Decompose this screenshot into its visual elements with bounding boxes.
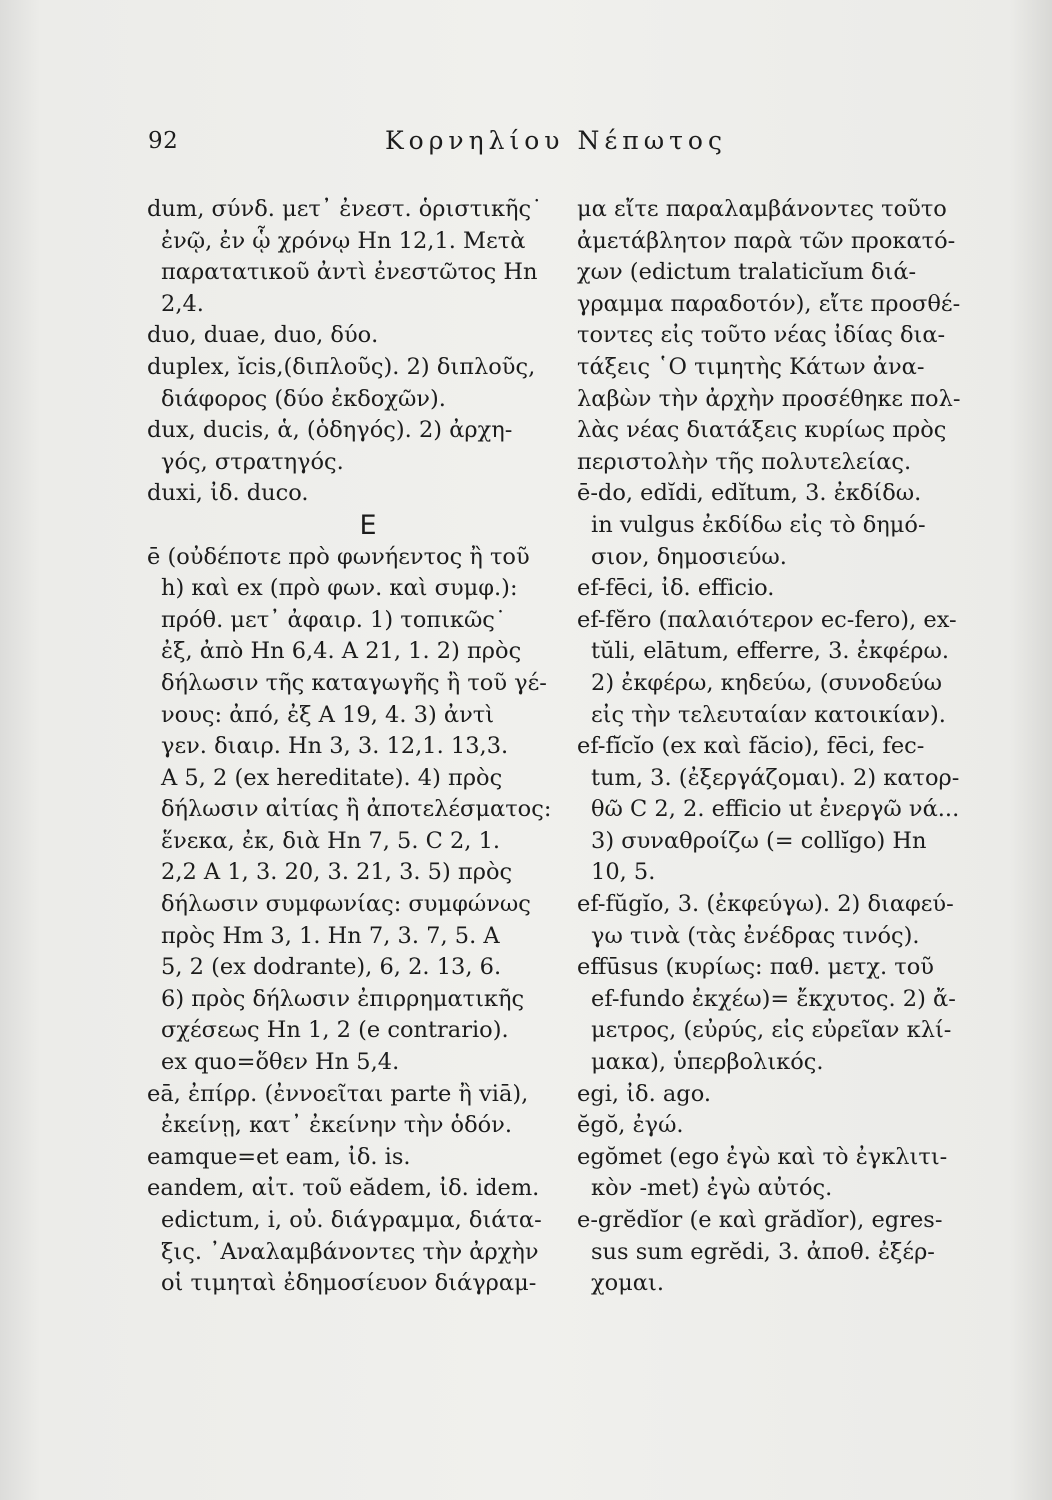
text-line: ex quo=ὅθεν Hn 5,4. bbox=[161, 1049, 400, 1076]
text-line: δήλωσιν τῆς καταγωγῆς ἢ τοῦ γέ- bbox=[161, 669, 547, 696]
text-line: ἐκείνῃ, κατ᾽ ἐκείνην τὴν ὁδόν. bbox=[161, 1112, 513, 1139]
text-line: h) καὶ ex (πρὸ φων. καὶ συμφ.): bbox=[161, 575, 518, 602]
text-line: χομαι. bbox=[591, 1270, 664, 1297]
text-line: παρατατικοῦ ἀντὶ ἐνεστῶτος Hn bbox=[161, 259, 538, 286]
running-title: Κορνηλίου Νέπωτος bbox=[385, 126, 727, 155]
text-line: dux, ducis, ἁ, (ὁδηγός). 2) ἀρχη- bbox=[147, 417, 513, 444]
text-line: δήλωσιν αἰτίας ἢ ἀποτελέσματος: bbox=[161, 796, 552, 823]
left-entries-after-heading bbox=[147, 542, 559, 1300]
text-line: πρὸς Hm 3, 1. Hn 7, 3. 7, 5. A bbox=[161, 922, 500, 949]
left-entries-before-heading bbox=[147, 194, 559, 510]
text-line: 6) πρὸς δήλωσιν ἐπιρρηματικῆς bbox=[161, 985, 525, 1012]
section-letter-heading: E bbox=[359, 509, 377, 541]
text-line: ἕνεκα, ἐκ, διὰ Hn 7, 5. C 2, 1. bbox=[161, 827, 501, 854]
text-line: γεν. διαιρ. Hn 3, 3. 12,1. 13,3. bbox=[161, 733, 509, 760]
text-line: τάξεις ῾Ο τιμητὴς Κάτων ἀνα- bbox=[577, 353, 925, 380]
text-line: duo, duae, duo, δύο. bbox=[147, 322, 379, 349]
text-line: μα εἴτε παραλαμβάνοντες τοῦτο bbox=[577, 196, 947, 222]
text-line: γός, στρατηγός. bbox=[161, 448, 344, 475]
text-line: μακα), ὑπερβολικός. bbox=[591, 1049, 824, 1076]
text-line: διάφορος (δύο ἐκδοχῶν). bbox=[161, 385, 446, 412]
text-line: χων (edictum tralaticĭum διά- bbox=[577, 259, 917, 286]
text-line: duxi, ἰδ. duco. bbox=[147, 480, 309, 507]
text-line: duplex, ĭcis,(διπλοῦς). 2) διπλοῦς, bbox=[147, 353, 536, 380]
text-line: ἐξ, ἀπὸ Hn 6,4. A 21, 1. 2) πρὸς bbox=[161, 638, 522, 665]
text-line: sus sum egrĕdi, 3. ἀποθ. ἐξέρ- bbox=[591, 1238, 935, 1265]
text-line: πρόθ. μετ᾽ ἀφαιρ. 1) τοπικῶς˙ bbox=[161, 606, 507, 633]
text-line: ef-fĕro (παλαιότερον ec-fero), ex- bbox=[577, 606, 957, 633]
text-line: ĕgŏ, ἐγώ. bbox=[577, 1112, 684, 1139]
text-line: σιον, δημοσιεύω. bbox=[591, 543, 787, 570]
text-line: egi, ἰδ. ago. bbox=[577, 1080, 712, 1107]
left-column bbox=[147, 194, 559, 1300]
text-line: 5, 2 (ex dodrante), 6, 2. 13, 6. bbox=[161, 954, 502, 981]
right-entries bbox=[577, 194, 997, 1300]
text-line: eandem, αἰτ. τοῦ eădem, ἰδ. idem. bbox=[147, 1175, 540, 1202]
text-line: εἰς τὴν τελευταίαν κατοικίαν). bbox=[591, 701, 946, 728]
text-line: A 5, 2 (ex hereditate). 4) πρὸς bbox=[161, 764, 503, 791]
text-line: ē (οὐδέποτε πρὸ φωνήεντος ἢ τοῦ bbox=[147, 543, 530, 570]
text-line: ἀμετάβλητον παρὰ τῶν προκατό- bbox=[577, 227, 956, 254]
text-line: ef-fĭcĭo (ex καὶ făcio), fēci, fec- bbox=[577, 733, 925, 760]
text-line: κὸν -met) ἐγὼ αὐτός. bbox=[591, 1175, 833, 1202]
text-line: οἱ τιμηταὶ ἐδημοσίευον διάγραμ- bbox=[161, 1270, 537, 1297]
text-line: περιστολὴν τῆς πολυτελείας. bbox=[577, 448, 912, 475]
text-line: 2,2 A 1, 3. 20, 3. 21, 3. 5) πρὸς bbox=[161, 859, 513, 886]
text-line: tŭli, elātum, efferre, 3. ἐκφέρω. bbox=[591, 638, 949, 665]
text-line: σχέσεως Hn 1, 2 (e contrario). bbox=[161, 1017, 509, 1044]
text-line: 2) ἐκφέρω, κηδεύω, (συνοδεύω bbox=[591, 669, 943, 696]
text-line: egŏmet (ego ἐγὼ καὶ τὸ ἐγκλιτι- bbox=[577, 1143, 948, 1170]
text-line: 10, 5. bbox=[591, 859, 656, 886]
text-line: τοντες εἰς τοῦτο νέας ἰδίας δια- bbox=[577, 322, 946, 349]
text-line: μετρος, (εὐρύς, εἰς εὐρεῖαν κλί- bbox=[591, 1017, 952, 1044]
text-line: effūsus (κυρίως: παθ. μετχ. τοῦ bbox=[577, 954, 934, 981]
text-line: γραμμα παραδοτόν), εἴτε προσθέ- bbox=[577, 290, 961, 317]
text-line: ef-fŭgĭo, 3. (ἐκφεύγω). 2) διαφεύ- bbox=[577, 891, 954, 918]
text-line: δήλωσιν συμφωνίας: συμφώνως bbox=[161, 891, 531, 918]
text-line: 3) συναθροίζω (= collĭgo) Hn bbox=[591, 827, 927, 854]
text-line: θῶ C 2, 2. efficio ut ἐνεργῶ νά... bbox=[591, 796, 960, 823]
text-line: eamque=et eam, ἰδ. is. bbox=[147, 1143, 411, 1170]
text-line: dum, σύνδ. μετ᾽ ἐνεστ. ὁριστικῆς˙ bbox=[147, 196, 543, 222]
text-line: 2,4. bbox=[161, 290, 204, 317]
text-line: tum, 3. (ἐξεργάζομαι). 2) κατορ- bbox=[591, 764, 960, 791]
page-number: 92 bbox=[148, 128, 179, 154]
text-line: ē-do, edĭdi, edĭtum, 3. ἐκδίδω. bbox=[577, 480, 922, 507]
text-line: ξις. ᾽Αναλαμβάνοντες τὴν ἀρχὴν bbox=[161, 1238, 539, 1265]
text-line: in vulgus ἐκδίδω εἰς τὸ δημό- bbox=[591, 511, 926, 538]
text-line: edictum, i, οὐ. διάγραμμα, διάτα- bbox=[161, 1207, 542, 1233]
text-line: ἐνῷ, ἐν ᾧ χρόνῳ Hn 12,1. Μετὰ bbox=[161, 227, 526, 254]
text-line: γω τινὰ (τὰς ἐνέδρας τινός). bbox=[591, 922, 920, 949]
text-line: eā, ἐπίρρ. (ἐννοεῖται parte ἢ viā), bbox=[147, 1080, 529, 1107]
text-line: λαβὼν τὴν ἀρχὴν προσέθηκε πολ- bbox=[577, 385, 961, 412]
right-column bbox=[577, 194, 997, 1300]
text-line: λὰς νέας διατάξεις κυρίως πρὸς bbox=[577, 417, 947, 444]
text-line: e-grĕdĭor (e καὶ grădĭor), egres- bbox=[577, 1207, 943, 1233]
text-line: νους: ἀπό, ἐξ A 19, 4. 3) ἀντὶ bbox=[161, 701, 495, 728]
text-line: ef-fundo ἐκχέω)= ἔκχυτος. 2) ἄ- bbox=[591, 985, 956, 1012]
text-line: ef-fēci, ἰδ. efficio. bbox=[577, 575, 775, 602]
